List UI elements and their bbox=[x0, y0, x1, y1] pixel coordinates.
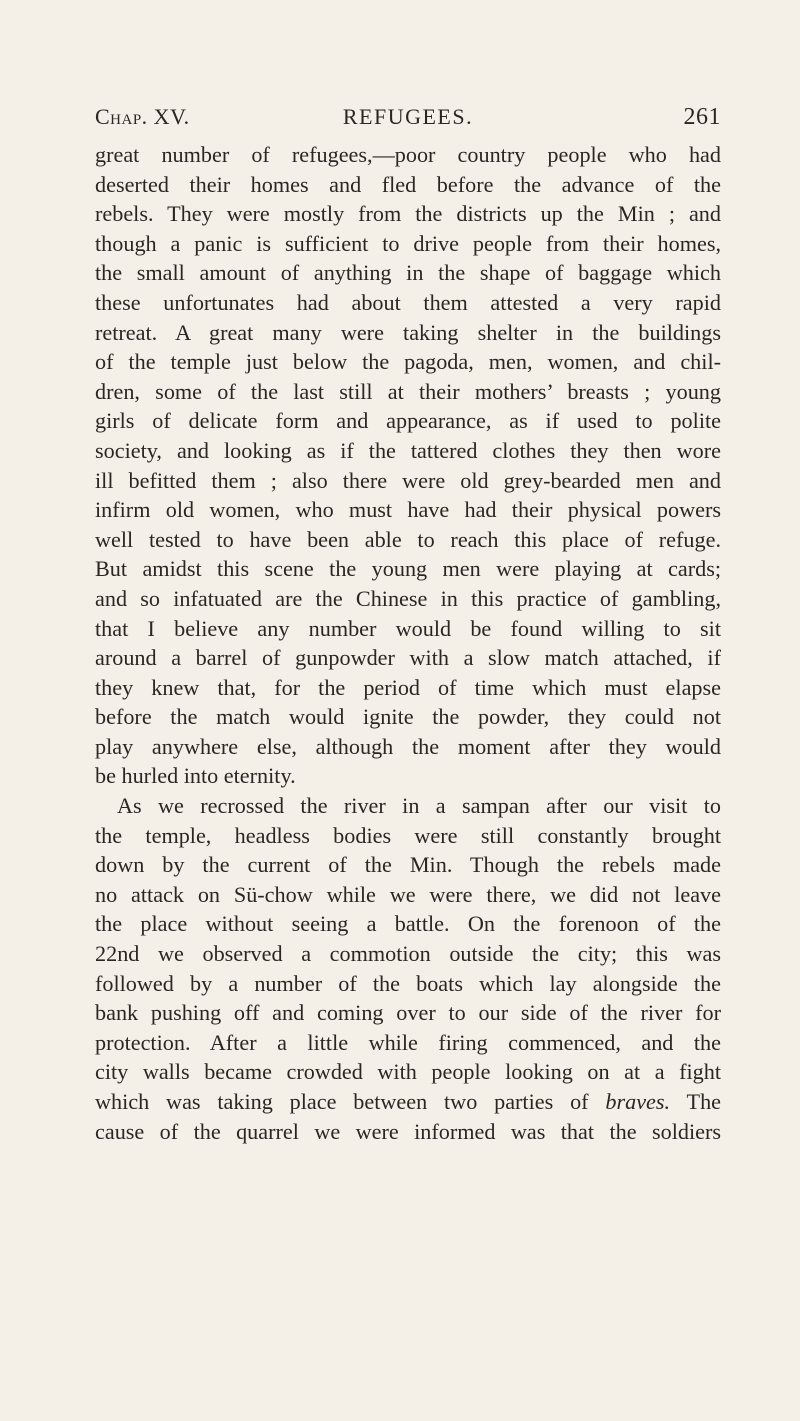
text-line: dren, some of the last still at their mothers’ breasts ; young bbox=[95, 378, 721, 404]
text-line: retreat. A great many were taking shelter in the buildings bbox=[95, 319, 721, 345]
text-segment: which was taking place between two parties of bbox=[95, 1089, 589, 1114]
text-line: that I believe any number would be found willing to sit bbox=[95, 615, 721, 641]
italic-word: braves. bbox=[605, 1089, 671, 1114]
text-line: be hurled into eternity. bbox=[95, 763, 296, 789]
running-head bbox=[95, 104, 721, 134]
body-text bbox=[95, 140, 721, 1146]
text-line: ill befitted them ; also there were old grey-bearded men and bbox=[95, 467, 721, 493]
text-line: cause of the quarrel we were informed was that the soldiers bbox=[95, 1118, 721, 1144]
text-line: they knew that, for the period of time which must elapse bbox=[95, 674, 721, 700]
text-line: before the match would ignite the powder, they could not bbox=[95, 704, 721, 730]
text-line: protection. After a little while firing commenced, and the bbox=[95, 1029, 721, 1055]
text-line: 22nd we observed a commotion outside the city; this was bbox=[95, 941, 721, 967]
text-line: of the temple just below the pagoda, men, women, and chil- bbox=[95, 349, 721, 375]
text-line: the temple, headless bodies were still constantly brought bbox=[95, 822, 721, 848]
text-line: great number of refugees,—poor country people who had bbox=[95, 142, 721, 167]
text-line: deserted their homes and fled before the advance of the bbox=[95, 171, 721, 197]
text-line-mixed bbox=[95, 1087, 721, 1117]
text-line: and so infatuated are the Chinese in this practice of gambling, bbox=[95, 585, 721, 611]
text-line: play anywhere else, although the moment after they would bbox=[95, 733, 721, 759]
text-line: society, and looking as if the tattered clothes they then wore bbox=[95, 437, 721, 463]
chapter-label: Chap. XV. bbox=[95, 104, 190, 129]
text-line: these unfortunates had about them attested a very rapid bbox=[95, 289, 721, 315]
text-line: girls of delicate form and appearance, as if used to polite bbox=[95, 408, 721, 434]
text-line: well tested to have been able to reach this place of refuge. bbox=[95, 526, 721, 552]
text-line: followed by a number of the boats which lay alongside the bbox=[95, 970, 721, 996]
text-line: But amidst this scene the young men were playing at cards; bbox=[95, 556, 721, 582]
text-segment: The bbox=[686, 1089, 721, 1114]
text-line: the place without seeing a battle. On the forenoon of the bbox=[95, 911, 721, 937]
text-line: bank pushing off and coming over to our side of the river for bbox=[95, 1000, 721, 1026]
text-line: though a panic is sufficient to drive people from their homes, bbox=[95, 230, 721, 256]
text-line: city walls became crowded with people looking on at a fight bbox=[95, 1059, 721, 1085]
page-number: 261 bbox=[683, 104, 721, 130]
text-line: the small amount of anything in the shape of baggage which bbox=[95, 260, 721, 286]
text-line: no attack on Sü-chow while we were there, we did not leave bbox=[95, 881, 721, 907]
text-line: rebels. They were mostly from the districts up the Min ; and bbox=[95, 201, 721, 227]
text-line: infirm old women, who must have had their physical powers bbox=[95, 497, 721, 523]
text-line: As we recrossed the river in a sampan after our visit to bbox=[117, 793, 721, 819]
chapter-title: REFUGEES. bbox=[342, 104, 474, 129]
text-line: down by the current of the Min. Though the rebels made bbox=[95, 852, 721, 878]
text-line: around a barrel of gunpowder with a slow match attached, if bbox=[95, 645, 721, 671]
